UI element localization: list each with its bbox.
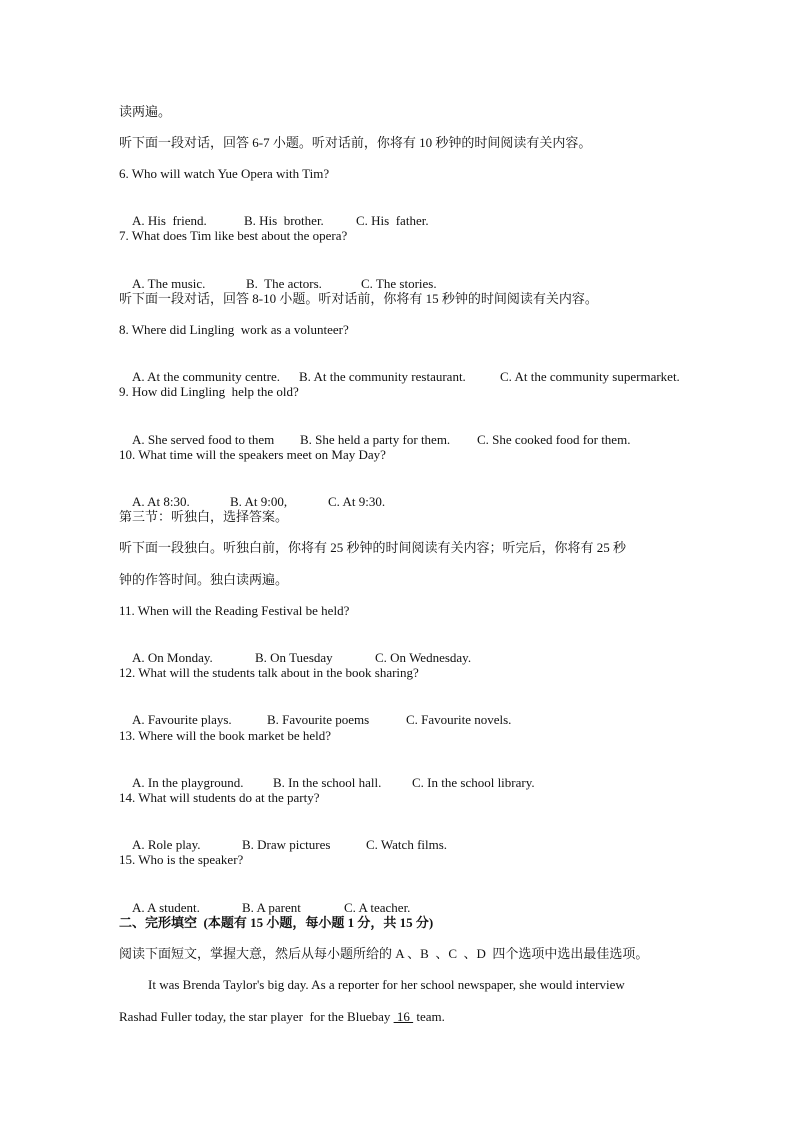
question-7: 7. What does Tim like best about the opera? bbox=[119, 228, 348, 243]
question-15: 15. Who is the speaker? bbox=[119, 852, 244, 867]
question-8: 8. Where did Lingling work as a volunteer? bbox=[119, 322, 349, 337]
instruction-line: 听下面一段对话，回答 6-7 小题。听对话前，你将有 10 秒钟的时间阅读有关内容。 bbox=[119, 135, 592, 150]
option-c: C. At the community supermarket. bbox=[500, 369, 680, 384]
option-c: C. In the school library. bbox=[412, 775, 535, 790]
option-c: C. On Wednesday. bbox=[375, 650, 472, 665]
option-b: B. At 9:00, bbox=[230, 494, 288, 509]
option-c: C. She cooked food for them. bbox=[477, 432, 631, 447]
option-a: A. Favourite plays. bbox=[132, 712, 232, 727]
option-c: C. The stories. bbox=[361, 276, 437, 291]
question-9: 9. How did Lingling help the old? bbox=[119, 384, 299, 399]
text-line: 读两遍。 bbox=[119, 104, 172, 119]
option-b: B. On Tuesday bbox=[255, 650, 333, 665]
option-a: A. At the community centre. bbox=[132, 369, 281, 384]
question-6: 6. Who will watch Yue Opera with Tim? bbox=[119, 166, 330, 181]
option-c: C. Watch films. bbox=[366, 837, 448, 852]
option-b: B. In the school hall. bbox=[273, 775, 382, 790]
option-b: B. She held a party for them. bbox=[300, 432, 451, 447]
blank-16: 16 bbox=[393, 1009, 414, 1024]
instruction-line: 阅读下面短文，掌握大意，然后从每小题所给的 A 、B 、C 、D 四个选项中选出最佳选项。 bbox=[119, 946, 649, 961]
question-11: 11. When will the Reading Festival be held? bbox=[119, 603, 350, 618]
option-a: A. On Monday. bbox=[132, 650, 213, 665]
option-a: A. His friend. bbox=[132, 213, 207, 228]
instruction-line: 钟的作答时间。独白读两遍。 bbox=[119, 572, 289, 587]
passage-text: team. bbox=[413, 1009, 445, 1024]
instruction-line: 听下面一段独白。听独白前，你将有 25 秒钟的时间阅读有关内容；听完后，你将有 25 秒 bbox=[119, 540, 627, 555]
option-b: B. Favourite poems bbox=[267, 712, 370, 727]
option-a: A. She served food to them bbox=[132, 432, 275, 447]
option-b: B. Draw pictures bbox=[242, 837, 331, 852]
part-heading: 二、完形填空 (本题有 15 小题，每小题 1 分，共 15 分) bbox=[119, 915, 434, 930]
option-c: C. Favourite novels. bbox=[406, 712, 512, 727]
option-a: A. The music. bbox=[132, 276, 206, 291]
passage-text: Rashad Fuller today, the star player for the Bluebay bbox=[119, 1009, 394, 1024]
option-b: B. At the community restaurant. bbox=[299, 369, 466, 384]
option-b: B. The actors. bbox=[246, 276, 322, 291]
option-c: C. His father. bbox=[356, 213, 429, 228]
option-b: B. His brother. bbox=[244, 213, 324, 228]
option-b: B. A parent bbox=[242, 900, 301, 915]
question-14: 14. What will students do at the party? bbox=[119, 790, 320, 805]
question-10: 10. What time will the speakers meet on May Day? bbox=[119, 447, 386, 462]
option-c: C. A teacher. bbox=[344, 900, 411, 915]
option-a: A. A student. bbox=[132, 900, 200, 915]
question-13: 13. Where will the book market be held? bbox=[119, 728, 332, 743]
option-a: A. Role play. bbox=[132, 837, 201, 852]
question-12: 12. What will the students talk about in the book sharing? bbox=[119, 665, 419, 680]
option-a: A. At 8:30. bbox=[132, 494, 190, 509]
instruction-line: 听下面一段对话，回答 8-10 小题。听对话前，你将有 15 秒钟的时间阅读有关内容。 bbox=[119, 291, 598, 306]
passage-line: It was Brenda Taylor's big day. As a reporter for her school newspaper, she would interview bbox=[148, 977, 625, 992]
option-a: A. In the playground. bbox=[132, 775, 244, 790]
passage-line bbox=[119, 1009, 445, 1025]
section-heading: 第三节：听独白，选择答案。 bbox=[119, 509, 289, 524]
option-c: C. At 9:30. bbox=[328, 494, 386, 509]
